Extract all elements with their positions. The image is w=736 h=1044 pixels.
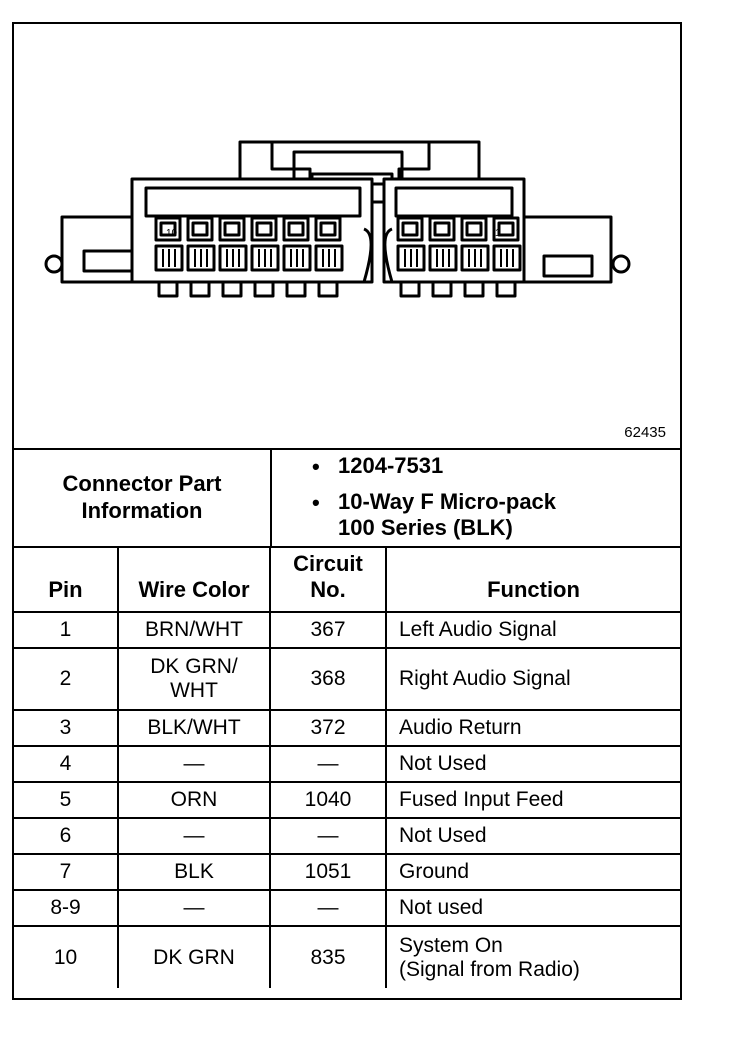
cell-function-line: Left Audio Signal	[399, 618, 557, 641]
info-label-line: Information	[81, 498, 203, 523]
connector-ear	[613, 256, 629, 272]
cell-wire-color-line: —	[183, 752, 205, 775]
cell-pin-line: 2	[59, 667, 72, 690]
cell-function	[386, 818, 680, 854]
cell-circuit-no-line: —	[317, 752, 339, 775]
cell-pin-line: 4	[59, 752, 72, 775]
cell-pin	[14, 710, 118, 746]
cell-circuit-no-line: 1051	[304, 860, 352, 883]
cell-pin	[14, 890, 118, 926]
cell-circuit-no	[270, 612, 386, 648]
cell-wire-color-line: WHT	[170, 679, 218, 702]
cell-pin-line: 7	[59, 860, 72, 883]
terminal-tab	[191, 282, 209, 296]
table-header-row	[14, 546, 680, 612]
cell-function-line: (Signal from Radio)	[399, 957, 580, 981]
cell-circuit-no	[270, 782, 386, 818]
terminal-tab	[159, 282, 177, 296]
cell-wire-color	[118, 648, 270, 710]
cell-function	[386, 926, 680, 988]
cell-function-line: Fused Input Feed	[399, 788, 564, 811]
part-number: 1204-7531	[338, 453, 444, 478]
cell-wire-color	[118, 854, 270, 890]
connector-sheet	[12, 22, 682, 1000]
cell-circuit-no-line: 835	[310, 945, 346, 969]
terminal-tab	[223, 282, 241, 296]
cell-circuit-no-line: —	[317, 896, 339, 919]
cell-circuit-no	[270, 710, 386, 746]
table-row	[14, 854, 680, 890]
connector-info-list	[272, 448, 680, 546]
cell-wire-color	[118, 710, 270, 746]
cell-wire-color	[118, 926, 270, 988]
table-row	[14, 648, 680, 710]
connector-ear	[544, 256, 592, 276]
cell-pin	[14, 612, 118, 648]
cell-wire-color-line: BLK	[174, 860, 214, 883]
pin-number-mark: 1	[495, 228, 501, 239]
cell-pin	[14, 648, 118, 710]
header-pin: Pin	[14, 546, 118, 612]
cell-circuit-no	[270, 890, 386, 926]
connector-type: 10-Way F Micro-pack	[338, 489, 557, 514]
figure-id: 62435	[624, 424, 666, 441]
cell-pin-line: 5	[59, 788, 72, 811]
connector-ear	[84, 251, 132, 271]
cell-function-line: Audio Return	[399, 716, 522, 739]
header-circuit-line: No.	[310, 577, 346, 602]
cell-circuit-no-line: 367	[310, 618, 346, 641]
cell-wire-color	[118, 782, 270, 818]
cell-circuit-no-line: 1040	[304, 788, 352, 811]
table-row	[14, 710, 680, 746]
cell-function-line: Right Audio Signal	[399, 667, 571, 690]
header-function: Function	[386, 546, 680, 612]
terminal-tab	[433, 282, 451, 296]
table-row	[14, 890, 680, 926]
bullet-icon: •	[312, 490, 320, 515]
cell-pin-line: 6	[59, 824, 72, 847]
connector-part-info	[14, 448, 680, 548]
connector-ear	[521, 217, 611, 282]
cell-function	[386, 782, 680, 818]
cell-wire-color-line: —	[183, 824, 205, 847]
connector-series: 100 Series (BLK)	[338, 515, 513, 540]
cell-circuit-no-line: —	[317, 824, 339, 847]
terminal-tab	[287, 282, 305, 296]
cell-function	[386, 710, 680, 746]
cell-circuit-no-line: 372	[310, 716, 346, 739]
cell-function	[386, 746, 680, 782]
cell-circuit-no	[270, 648, 386, 710]
header-wire-color: Wire Color	[118, 546, 270, 612]
cell-function	[386, 854, 680, 890]
terminal-tab	[401, 282, 419, 296]
cell-wire-color-line: ORN	[170, 788, 218, 811]
cell-pin-line: 10	[53, 945, 78, 969]
terminal-tab	[497, 282, 515, 296]
cell-circuit-no	[270, 926, 386, 988]
cell-circuit-no	[270, 854, 386, 890]
cell-pin-line: 8-9	[50, 896, 81, 919]
connector-info-label	[14, 448, 272, 546]
table-row	[14, 926, 680, 988]
cell-function-line: Not Used	[399, 752, 487, 775]
cell-pin	[14, 818, 118, 854]
cell-function	[386, 890, 680, 926]
cell-circuit-no	[270, 746, 386, 782]
header-circuit-line: Circuit	[293, 551, 363, 576]
terminal-tab	[255, 282, 273, 296]
cell-function	[386, 612, 680, 648]
connector-figure	[14, 24, 680, 450]
cell-wire-color	[118, 890, 270, 926]
cell-function-line: Ground	[399, 860, 470, 883]
table-row	[14, 782, 680, 818]
connector-ear	[46, 256, 62, 272]
cell-wire-color	[118, 818, 270, 854]
cell-wire-color-line: —	[183, 896, 205, 919]
table-row	[14, 746, 680, 782]
cell-wire-color-line: BLK/WHT	[147, 716, 241, 739]
cell-wire-color-line: DK GRN	[153, 945, 235, 969]
cell-pin	[14, 782, 118, 818]
pinout-table	[14, 546, 680, 988]
terminal-tab	[319, 282, 337, 296]
cell-pin	[14, 926, 118, 988]
pin-number-mark: 10	[166, 228, 178, 239]
info-label-line: Connector Part	[62, 471, 222, 496]
cell-wire-color-line: BRN/WHT	[145, 618, 243, 641]
table-row	[14, 612, 680, 648]
cell-function-line: System On	[399, 933, 503, 957]
cell-pin-line: 3	[59, 716, 72, 739]
table-row	[14, 818, 680, 854]
cell-circuit-no-line: 368	[310, 667, 346, 690]
cell-pin	[14, 854, 118, 890]
bullet-icon: •	[312, 454, 320, 479]
connector-drawing	[14, 24, 680, 448]
cell-wire-color-line: DK GRN/	[150, 655, 238, 678]
cell-function-line: Not used	[399, 896, 484, 919]
cell-function-line: Not Used	[399, 824, 487, 847]
cell-wire-color	[118, 612, 270, 648]
cell-circuit-no	[270, 818, 386, 854]
cell-function	[386, 648, 680, 710]
header-circuit-no	[270, 546, 386, 612]
terminal-tab	[465, 282, 483, 296]
cell-pin	[14, 746, 118, 782]
cell-pin-line: 1	[59, 618, 72, 641]
cell-wire-color	[118, 746, 270, 782]
